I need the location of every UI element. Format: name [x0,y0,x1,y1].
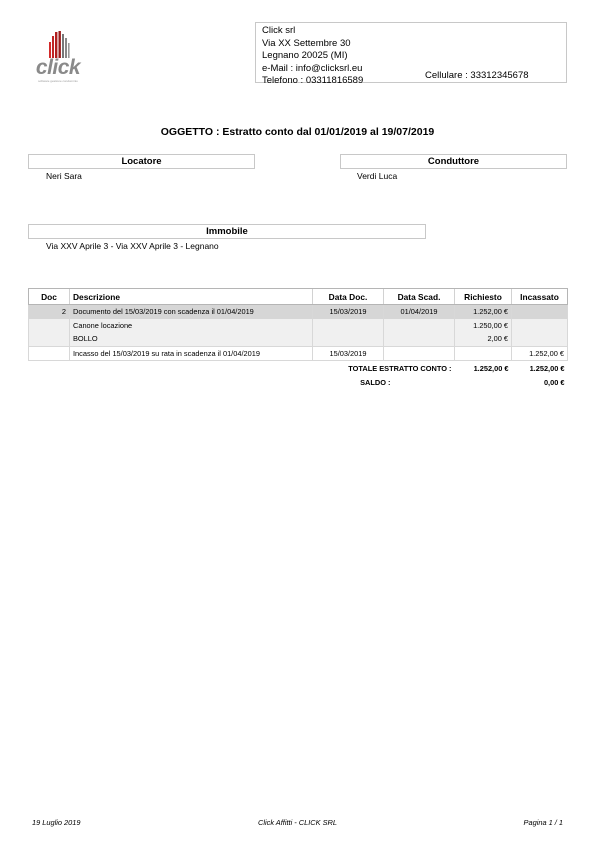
footer-date: 19 Luglio 2019 [32,818,81,827]
line-requested: 2,00 € [455,332,512,346]
tenant-heading: Conduttore [340,154,567,169]
line-requested: 1.250,00 € [455,319,512,333]
company-email: e-Mail : info@clicksrl.eu [262,62,363,74]
footer-page-number: Pagina 1 / 1 [523,818,563,827]
landlord-heading: Locatore [28,154,255,169]
table-row [29,305,568,319]
payment-collected: 1.252,00 € [512,346,568,361]
doc-due-date: 01/04/2019 [384,305,455,319]
logo-wordmark: click [35,56,81,79]
balance-value: 0,00 € [543,377,565,387]
total-label: TOTALE ESTRATTO CONTO : [348,363,452,373]
doc-requested: 1.252,00 € [455,305,512,319]
company-info-box [255,22,567,87]
property-address: Via XXV Aprile 3 - Via XXV Aprile 3 - Legnano [46,241,219,251]
company-phone: Telefono : 03311816589 [262,75,364,87]
total-row [29,361,568,376]
property-heading: Immobile [28,224,426,239]
balance-row [29,375,568,389]
company-street: Via XX Settembre 30 [262,37,351,49]
logo-tagline: software gestione condominio [38,79,78,83]
total-collected: 1.252,00 € [529,363,565,373]
doc-number: 2 [29,305,70,319]
footer-center: Click Affitti - CLICK SRL [258,818,337,827]
col-requested: Richiesto [455,289,512,305]
col-doc: Doc [29,289,70,305]
tenant-name: Verdi Luca [357,171,398,181]
doc-description: Documento del 15/03/2019 con scadenza il 01/04/2019 [70,305,313,319]
line-description: BOLLO [70,332,313,346]
document-subject: OGGETTO : Estratto conto dal 01/01/2019 al 19/07/2019 [160,126,435,138]
line-description: Canone locazione [70,319,313,333]
table-row [29,332,568,346]
table-row [29,319,568,333]
table-header-row [29,289,568,305]
col-description: Descrizione [70,289,313,305]
company-mobile: Cellulare : 33312345678 [425,70,529,81]
col-collected: Incassato [512,289,568,305]
company-name: Click srl [262,25,296,36]
balance-label: SALDO : [360,377,391,387]
payment-date: 15/03/2019 [313,346,384,361]
payment-description: Incasso del 15/03/2019 su rata in scadenza il 01/04/2019 [70,346,313,361]
landlord-name: Neri Sara [46,171,82,181]
doc-date: 15/03/2019 [313,305,384,319]
statement-table [28,288,568,389]
col-doc-date: Data Doc. [313,289,384,305]
doc-collected [512,305,568,319]
company-city: Legnano 20025 (MI) [262,50,348,62]
total-requested: 1.252,00 € [473,363,509,373]
col-due-date: Data Scad. [384,289,455,305]
company-logo [28,28,88,86]
table-row [29,346,568,361]
